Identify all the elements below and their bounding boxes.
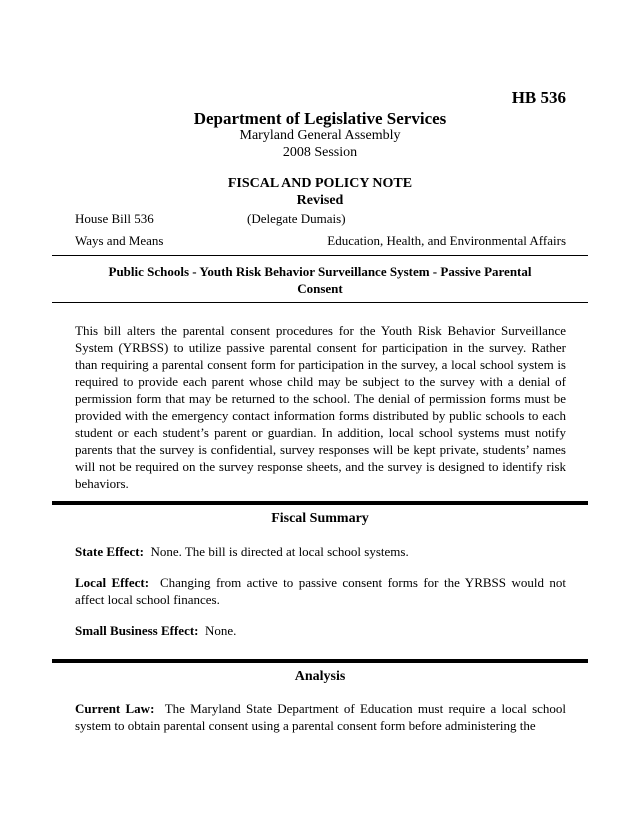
- session-label: 2008 Session: [282, 145, 358, 160]
- state-effect: [75, 543, 566, 560]
- divider: [52, 255, 588, 256]
- current-law-text: The Maryland State Department of Education must require a local school system to obtain parental consent using a parental consent form before administering the: [75, 701, 567, 733]
- note-status: Revised: [296, 193, 344, 208]
- local-effect-text: Changing from active to passive consent forms for the YRBSS would not affect local school finances.: [75, 575, 566, 607]
- sponsor: (Delegate Dumais): [247, 211, 346, 226]
- bill-title-line-2: Consent: [297, 281, 343, 296]
- section-divider: [52, 501, 588, 505]
- analysis-heading: Analysis: [294, 669, 346, 684]
- state-effect-text: None. The bill is directed at local school systems.: [150, 544, 409, 559]
- state-effect-label: State Effect:: [75, 544, 144, 559]
- bill-title-line-1: Public Schools - Youth Risk Behavior Surveillance System - Passive Parental: [108, 264, 532, 279]
- current-law-label: Current Law:: [75, 701, 155, 716]
- section-divider: [52, 659, 588, 663]
- fiscal-summary-heading: Fiscal Summary: [271, 511, 369, 526]
- small-business-label: Small Business Effect:: [75, 623, 199, 638]
- department-name: Department of Legislative Services: [193, 109, 447, 128]
- other-committee: Education, Health, and Environmental Affairs: [327, 233, 566, 248]
- bill-summary: This bill alters the parental consent procedures for the Youth Risk Behavior Surveillance System (YRBSS) to utilize passive parental consent for participation in the survey. Rather than requiring a parental consent form for participation in the survey, a local school system is required to provide each parent whose child may be subject to the survey with a denial of permission form that may be returned to the school. The denial of permission forms must be provided with the emergency contact information forms distributed by public schools to each student or each student’s parent or guardian. In addition, local school systems must notify parents that the survey is confidential, survey responses will be kept private, students’ names will not be required on the survey response sheets, and the survey is designed to identify risk behaviors.: [75, 323, 566, 491]
- origin-committee: Ways and Means: [75, 233, 164, 248]
- bill-number: HB 536: [511, 88, 566, 107]
- small-business-effect: [75, 622, 566, 639]
- divider: [52, 302, 588, 303]
- bill-label: House Bill 536: [75, 211, 154, 226]
- local-effect-label: Local Effect:: [75, 575, 150, 590]
- current-law: [75, 700, 566, 734]
- local-effect: [75, 574, 566, 608]
- note-type: FISCAL AND POLICY NOTE: [227, 176, 413, 191]
- assembly-name: Maryland General Assembly: [239, 128, 401, 143]
- small-business-text: None.: [205, 623, 237, 638]
